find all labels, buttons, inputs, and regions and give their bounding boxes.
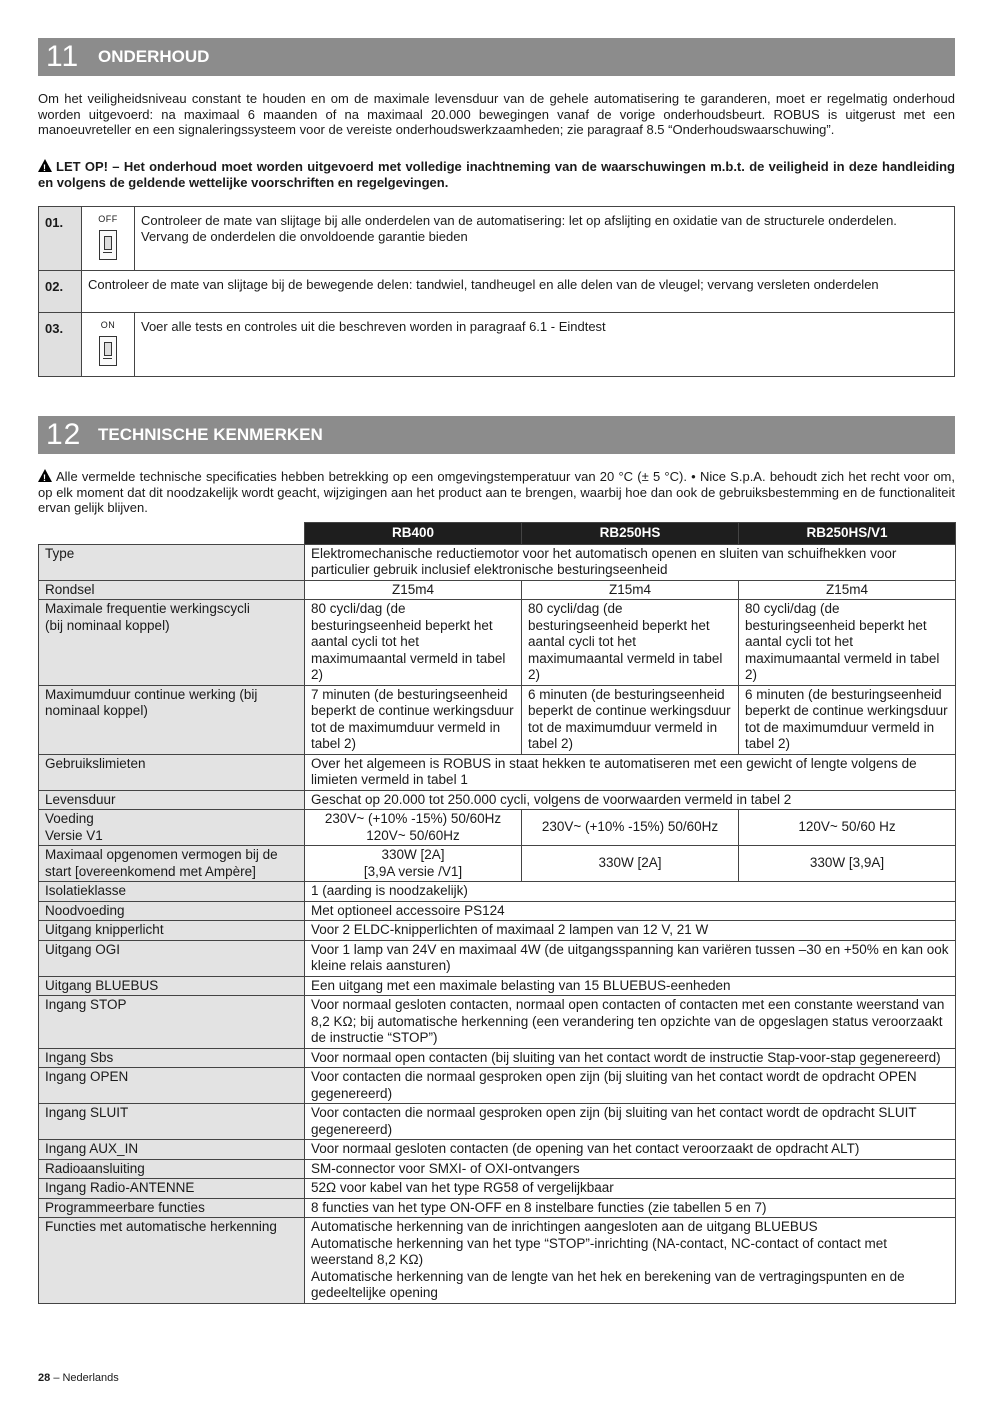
table-row [39,882,956,902]
row-value: 8 functies van het type ON-OFF en 8 instelbare functies (zie tabellen 5 en 7) [305,1198,956,1218]
table-row [39,685,956,754]
maintenance-steps-table [38,206,955,377]
table-row [39,921,956,941]
row-value: Met optioneel accessoire PS124 [305,901,956,921]
row-value: Voor normaal open contacten (bij sluiting van het contact wordt de instructie Stap-voor-stap gegenereerd) [305,1048,956,1068]
row-value: 80 cycli/dag (de besturingseenheid beperkt het aantal cycli tot het maximumaantal vermeld in tabel 2) [522,600,739,686]
row-label: Programmeerbare functies [39,1198,305,1218]
row-value: 330W [3,9A] [739,846,956,882]
section-title: ONDERHOUD [98,47,210,66]
table-row [39,1104,956,1140]
table-row [39,846,956,882]
row-label: Radioaansluiting [39,1159,305,1179]
page-number: 28 [38,1372,51,1384]
table-row [39,810,956,846]
row-label: Maximumduur continue werking (bij nominaal koppel) [39,685,305,754]
step-number: 02. [39,271,82,313]
row-value: Geschat op 20.000 tot 250.000 cycli, volgens de voorwaarden vermeld in tabel 2 [305,790,956,810]
section-number: 12 [46,418,82,451]
row-label: Ingang AUX_IN [39,1140,305,1160]
row-value: Voor normaal gesloten contacten, normaal open contacten of contacten met een constante weerstand van 8,2 KΩ; bij automatische herkenning (een verandering ten opzichte van de opgeslagen status veroorzaakt de instructie “STOP”) [305,996,956,1049]
row-value: 230V~ (+10% -15%) 50/60Hz 120V~ 50/60Hz [305,810,522,846]
row-value: Automatische herkenning van de inrichtingen aangesloten aan de uitgang BLUEBUS Automatische herkenning van het type “STOP”-inrichting (NA-contact, NC-contact of contact met weerstand 8,2 KΩ) Automatische herkenning van de lengte van het hek en berekening van de vertragingspunten en de gedeeltelijke opening [305,1218,956,1304]
row-label: Maximale frequentie werkingscycli (bij nominaal koppel) [39,600,305,686]
row-value: 330W [2A] [522,846,739,882]
row-label: Functies met automatische herkenning [39,1218,305,1304]
column-header: RB250HS/V1 [739,523,956,545]
row-label: Gebruikslimieten [39,754,305,790]
table-row [39,996,956,1049]
switch-off-icon: OFF [82,207,135,271]
table-row [39,1198,956,1218]
footer-language: – Nederlands [53,1372,119,1384]
row-label: Voeding Versie V1 [39,810,305,846]
table-row [39,271,955,313]
spec-note: !Alle vermelde technische specificaties hebben betrekking op een omgevingstemperatuur van 20 °C (± 5 °C). • Nice S.p.A. behoudt zich het recht voor om, op elk moment dat dit noodzakelijk wordt geacht, wijzigingen aan het product aan te brengen, waarbij hoe dan ook de gebruiksbestemming en de functionaliteit ervan gelijk blijven. [38,469,955,516]
row-value: 1 (aarding is noodzakelijk) [305,882,956,902]
section-number: 11 [46,40,80,73]
row-label: Maximaal opgenomen vermogen bij de start [overeenkomend met Ampère] [39,846,305,882]
row-label: Ingang Radio-ANTENNE [39,1179,305,1199]
row-label: Rondsel [39,580,305,600]
table-row [39,544,956,580]
row-value: 6 minuten (de besturingseenheid beperkt de continue werkingsduur tot de maximumduur vermeld in tabel 2) [739,685,956,754]
section-11-header [38,38,955,76]
row-value: 80 cycli/dag (de besturingseenheid beperkt het aantal cycli tot het maximumaantal vermeld in tabel 2) [739,600,956,686]
table-row [39,790,956,810]
maintenance-warning: !LET OP! – Het onderhoud moet worden uitgevoerd met volledige inachtneming van de waarschuwingen m.b.t. de veiligheid in deze handleiding en volgens de geldende wettelijke voorschriften en regelgevingen. [38,159,955,190]
row-value: SM-connector voor SMXI- of OXI-ontvangers [305,1159,956,1179]
warning-icon [38,159,52,172]
row-value: 80 cycli/dag (de besturingseenheid beperkt het aantal cycli tot het maximumaantal vermeld in tabel 2) [305,600,522,686]
step-text: Controleer de mate van slijtage bij de bewegende delen: tandwiel, tandheugel en alle delen van de vleugel; vervang versleten onderdelen [82,271,955,313]
row-value: Z15m4 [305,580,522,600]
table-row [39,1140,956,1160]
step-number: 03. [39,313,82,377]
switch-on-icon: ON [82,313,135,377]
step-text: Voer alle tests en controles uit die beschreven worden in paragraaf 6.1 - Eindtest [135,313,955,377]
table-row [39,1048,956,1068]
table-row [39,940,956,976]
spec-table [38,522,956,1304]
row-value: Z15m4 [739,580,956,600]
row-value: Voor normaal gesloten contacten (de opening van het contact veroorzaakt de opdracht ALT) [305,1140,956,1160]
row-value: Voor 1 lamp van 24V en maximaal 4W (de uitgangsspanning kan variëren tussen –30 en +50% en kan ook kleine relais aansturen) [305,940,956,976]
row-label: Ingang OPEN [39,1068,305,1104]
table-row [39,1218,956,1304]
row-value: Elektromechanische reductiemotor voor het automatisch openen en sluiten van schuifhekken voor particulier gebruik inclusief elektronische besturingseenheid [305,544,956,580]
row-value: Voor contacten die normaal gesproken open zijn (bij sluiting van het contact wordt de opdracht SLUIT gegenereerd) [305,1104,956,1140]
row-value: 6 minuten (de besturingseenheid beperkt de continue werkingsduur tot de maximumduur vermeld in tabel 2) [522,685,739,754]
section-12-header [38,416,955,454]
row-value: Een uitgang met een maximale belasting van 15 BLUEBUS-eenheden [305,976,956,996]
table-row [39,976,956,996]
row-label: Ingang SLUIT [39,1104,305,1140]
table-row [39,901,956,921]
row-value: Z15m4 [522,580,739,600]
table-row [39,207,955,271]
row-label: Uitgang knipperlicht [39,921,305,941]
row-label: Noodvoeding [39,901,305,921]
step-text: Controleer de mate van slijtage bij alle onderdelen van de automatisering: let op afslijting en oxidatie van de structurele onderdelen. Vervang de onderdelen die onvoldoende garantie bieden [135,207,955,271]
row-value: 330W [2A] [3,9A versie /V1] [305,846,522,882]
table-row [39,600,956,686]
row-value: 230V~ (+10% -15%) 50/60Hz [522,810,739,846]
table-row [39,580,956,600]
row-label: Uitgang OGI [39,940,305,976]
warning-icon [38,469,52,482]
column-header: RB400 [305,523,522,545]
table-row [39,1179,956,1199]
table-row [39,1068,956,1104]
table-row [39,1159,956,1179]
row-value: 7 minuten (de besturingseenheid beperkt de continue werkingsduur tot de maximumduur vermeld in tabel 2) [305,685,522,754]
row-value: 52Ω voor kabel van het type RG58 of vergelijkbaar [305,1179,956,1199]
row-label: Uitgang BLUEBUS [39,976,305,996]
row-label: Type [39,544,305,580]
row-value: Over het algemeen is ROBUS in staat hekken te automatiseren met een gewicht of lengte volgens de limieten vermeld in tabel 1 [305,754,956,790]
row-value: Voor contacten die normaal gesproken open zijn (bij sluiting van het contact wordt de opdracht OPEN gegenereerd) [305,1068,956,1104]
row-label: Ingang STOP [39,996,305,1049]
row-label: Isolatieklasse [39,882,305,902]
row-label: Ingang Sbs [39,1048,305,1068]
maintenance-intro: Om het veiligheidsniveau constant te houden en om de maximale levensduur van de gehele automatisering te garanderen, moet er regelmatig onderhoud worden uitgevoerd: na maximaal 6 maanden of na maximaal 20.000 bewegingen vanaf de vorige onderhoudsbeurt. ROBUS is uitgerust met een manoeuvreteller en een signaleringssysteem voor de vereiste onderhoudswerkzaamheden; zie paragraaf 8.5 “Onderhoudswaarschuwing”. [38,91,955,138]
page-footer [38,1372,119,1384]
row-value: 120V~ 50/60 Hz [739,810,956,846]
table-row [39,313,955,377]
step-number: 01. [39,207,82,271]
column-header: RB250HS [522,523,739,545]
section-title: TECHNISCHE KENMERKEN [98,425,323,444]
table-row [39,754,956,790]
row-label: Levensduur [39,790,305,810]
table-header-row [39,523,956,545]
row-value: Voor 2 ELDC-knipperlichten of maximaal 2 lampen van 12 V, 21 W [305,921,956,941]
